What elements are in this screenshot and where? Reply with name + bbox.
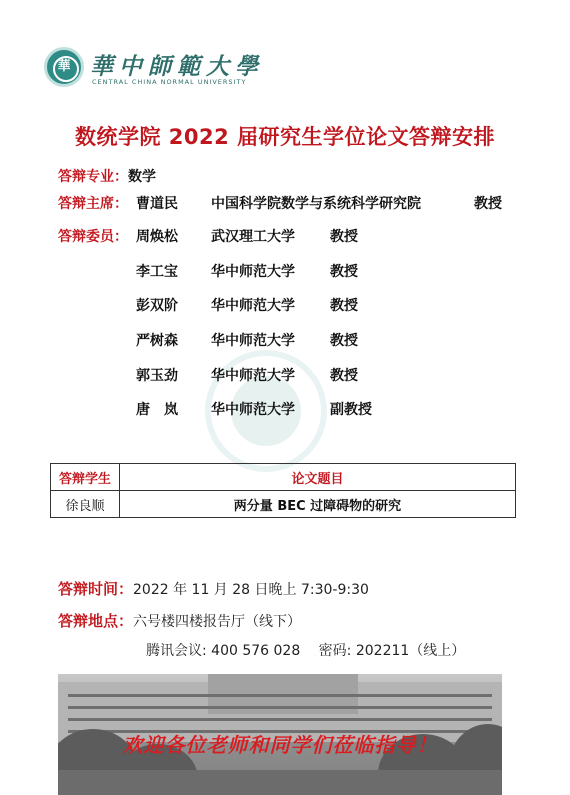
table-row bbox=[51, 491, 516, 518]
chair-name: 曹道民 bbox=[136, 196, 178, 212]
member-name: 严树森 bbox=[136, 333, 178, 349]
member-name: 周焕松 bbox=[136, 229, 178, 245]
thesis-table bbox=[50, 463, 516, 518]
place-label: 答辩地点： bbox=[58, 612, 134, 630]
member-rank: 教授 bbox=[330, 298, 358, 314]
table-header-thesis: 论文题目 bbox=[120, 464, 516, 491]
member-affiliation: 华中师范大学 bbox=[211, 298, 295, 314]
member-affiliation: 华中师范大学 bbox=[211, 333, 295, 349]
member-rank: 教授 bbox=[330, 229, 358, 245]
online-meeting-info: 腾讯会议: 400 576 028 密码: 202211（线上） bbox=[146, 643, 466, 659]
time-value: 2022 年 11 月 28 日晚上 7:30-9:30 bbox=[133, 582, 369, 598]
welcome-banner: 欢迎各位老师和同学们莅临指导！ bbox=[122, 733, 438, 757]
member-name: 唐 岚 bbox=[136, 402, 178, 418]
major-row bbox=[58, 166, 156, 186]
table-header-row bbox=[51, 464, 516, 491]
major-label: 答辩专业： bbox=[58, 169, 128, 185]
member-rank: 教授 bbox=[330, 333, 358, 349]
page-title: 数统学院 2022 届研究生学位论文答辩安排 bbox=[74, 125, 496, 149]
time-row bbox=[58, 578, 369, 599]
chair-affiliation: 中国科学院数学与系统科学研究院 bbox=[211, 196, 421, 212]
major-value: 数学 bbox=[128, 169, 156, 185]
emblem-glyph: 華 bbox=[57, 59, 71, 74]
time-label: 答辩时间： bbox=[58, 580, 134, 598]
member-affiliation: 武汉理工大学 bbox=[211, 229, 295, 245]
chair-rank: 教授 bbox=[474, 196, 502, 212]
thesis-title-cell: 两分量 BEC 过障碍物的研究 bbox=[120, 491, 516, 518]
table-header-student: 答辩学生 bbox=[51, 464, 120, 491]
member-rank: 教授 bbox=[330, 368, 358, 384]
member-name: 郭玉劲 bbox=[136, 368, 178, 384]
member-affiliation: 华中师范大学 bbox=[211, 368, 295, 384]
place-value: 六号楼四楼报告厅（线下） bbox=[133, 614, 302, 630]
member-affiliation: 华中师范大学 bbox=[211, 402, 295, 418]
committee-label: 答辩委员： bbox=[58, 229, 128, 245]
member-name: 彭双阶 bbox=[136, 298, 178, 314]
university-emblem-icon bbox=[44, 47, 84, 87]
member-rank: 副教授 bbox=[330, 402, 372, 418]
place-row bbox=[58, 610, 301, 631]
student-name-cell: 徐良顺 bbox=[51, 491, 120, 518]
member-rank: 教授 bbox=[330, 264, 358, 280]
university-name-en: CENTRAL CHINA NORMAL UNIVERSITY bbox=[92, 78, 247, 86]
chair-label: 答辩主席： bbox=[58, 196, 128, 212]
member-name: 李工宝 bbox=[136, 264, 178, 280]
member-affiliation: 华中师范大学 bbox=[211, 264, 295, 280]
university-name-cn: 華中師範大學 bbox=[90, 53, 264, 80]
